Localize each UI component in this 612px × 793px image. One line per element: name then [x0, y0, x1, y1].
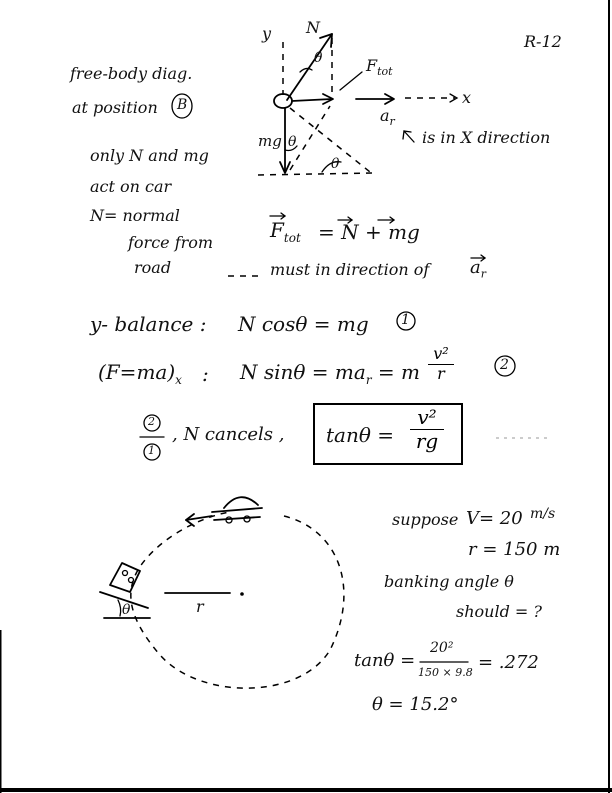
angle-mid-label: θ — [288, 134, 297, 150]
top-car-road — [214, 517, 260, 520]
fma-eq-subscript: r — [365, 373, 372, 387]
force-n-label: N — [306, 18, 320, 37]
accel-subscript: r — [389, 115, 395, 129]
ratio-den: 1 — [148, 444, 155, 457]
example-v-unit: m/s — [530, 506, 556, 522]
center-dot — [240, 592, 244, 596]
direction-note: must in direction of — [270, 260, 430, 279]
result-fraction — [410, 407, 444, 452]
fma-label — [98, 360, 182, 387]
result-num: v² — [417, 405, 437, 429]
fma-frac-num: v² — [433, 344, 449, 363]
bank-angle-label: θ — [122, 602, 131, 618]
vector-eq-lhs — [270, 218, 301, 245]
net-force-arrow — [292, 99, 332, 101]
example-tan-val: = .272 — [478, 652, 539, 673]
example-suppose: suppose — [392, 510, 459, 529]
fma-frac-den: r — [437, 363, 445, 383]
position-mark: B — [177, 97, 188, 113]
example-v: V= 20 — [466, 508, 523, 529]
direction-vec-letter: a — [470, 257, 481, 278]
eq2-number: 2 — [500, 357, 509, 373]
angle-top-label: θ — [314, 50, 323, 66]
cancel-text: , N cancels , — [172, 424, 285, 445]
accel-letter: a — [380, 106, 390, 125]
page-label: R-12 — [524, 32, 562, 51]
fbd-title-line1: free-body diag. — [70, 64, 193, 83]
fma-eq-tail: = m — [377, 360, 421, 384]
fma-fraction — [428, 346, 454, 383]
direction-vec-sub: r — [480, 267, 486, 281]
mg-label: mg — [258, 132, 282, 150]
top-car-body — [224, 497, 258, 508]
note-line3: N= normal — [90, 206, 180, 225]
top-car-base — [212, 508, 262, 512]
fma-text: (F=ma) — [98, 360, 176, 384]
vector-eq-rhs: = N + mg — [318, 220, 420, 244]
example-tan-den: 150 × 9.8 — [418, 666, 473, 679]
fma-eq — [240, 360, 420, 387]
y-balance-label: y- balance : — [90, 312, 207, 336]
axis-y-label: y — [262, 24, 272, 43]
radius-label: r — [196, 597, 204, 616]
car-mark — [274, 94, 292, 108]
circular-track-diagram — [100, 497, 344, 688]
accel-note: is in X direction — [422, 128, 551, 147]
bank-angle-arc — [118, 600, 121, 616]
result-den: rg — [415, 429, 439, 453]
accel-pointer — [404, 131, 414, 142]
fma-eq-text: N sinθ = ma — [240, 360, 366, 384]
example-tan-num: 20² — [430, 640, 454, 656]
ftot-letter: F — [366, 56, 378, 75]
left-car-wheel-1 — [123, 571, 128, 576]
ratio-num: 2 — [148, 415, 155, 428]
road-slope — [290, 108, 370, 172]
vector-eq-sub: tot — [283, 231, 301, 245]
result-lhs: tanθ = — [326, 423, 394, 447]
track-circle — [131, 512, 344, 688]
fma-colon: : — [202, 362, 209, 386]
ftot-pointer — [340, 72, 362, 90]
note-line5: road — [134, 258, 172, 277]
fbd-title-line2: at position — [72, 98, 158, 117]
example-ask1: banking angle θ — [384, 572, 514, 591]
example-r: r = 150 m — [468, 539, 561, 560]
note-line4: force from — [128, 233, 214, 252]
left-car-body — [110, 563, 140, 592]
example-ask2: should = ? — [456, 602, 542, 621]
accel-label — [380, 106, 395, 128]
left-car-wheel-2 — [129, 578, 134, 583]
normal-force-arrow — [287, 34, 332, 100]
note-line1: only N and mg — [90, 146, 209, 165]
y-balance-eq: N cosθ = mg — [238, 312, 369, 336]
example-tan-lhs: tanθ = — [354, 650, 416, 671]
example-theta-result: θ = 15.2° — [372, 694, 459, 715]
axis-x-label: x — [462, 88, 472, 107]
ground-dashed — [258, 173, 372, 175]
vector-eq-f: F — [270, 218, 284, 242]
top-car-wheel-2 — [244, 516, 250, 522]
fma-subscript: x — [175, 373, 182, 387]
ftot-subscript: tot — [377, 65, 393, 79]
angle-road-label: θ — [331, 156, 340, 172]
direction-vec — [470, 257, 486, 281]
note-line2: act on car — [90, 177, 172, 196]
eq1-number: 1 — [401, 312, 410, 328]
ftot-label — [366, 56, 393, 78]
